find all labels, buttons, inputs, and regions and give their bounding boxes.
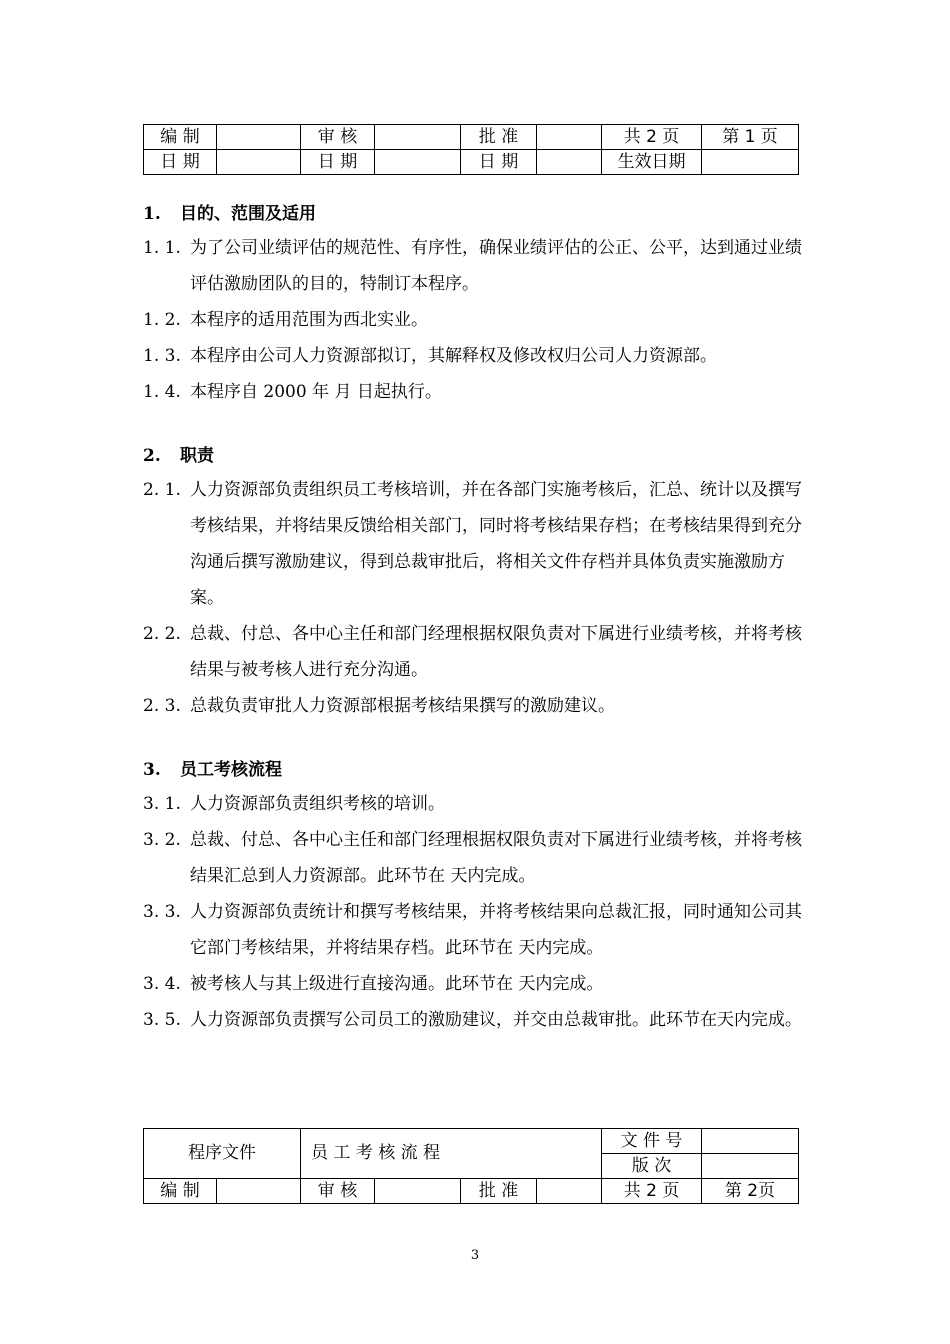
item-number: 3. 3. [143, 902, 181, 922]
item-text: 人力资源部负责统计和撰写考核结果，并将考核结果向总裁汇报，同时通知公司其它部门考核结果，并将结果存档。此环节在 天内完成。 [190, 902, 802, 958]
reviewed-by-value [375, 125, 461, 150]
list-item [143, 338, 813, 374]
section-heading [143, 440, 813, 472]
header-row-approval [144, 125, 799, 150]
item-number: 1. 4. [143, 382, 181, 402]
approved-by-label: 批 准 [461, 125, 537, 150]
section-number: 3. [143, 760, 161, 780]
compiled-by-label: 编 制 [144, 125, 217, 150]
document-body [143, 198, 813, 1038]
reviewed-by-value [375, 1179, 461, 1204]
section-spacer [143, 410, 813, 440]
item-number: 3. 5. [143, 1010, 181, 1030]
item-text: 总裁、付总、各中心主任和部门经理根据权限负责对下属进行业绩考核，并将考核结果汇总到人力资源部。此环节在 天内完成。 [190, 830, 802, 886]
compiled-date-value [217, 150, 301, 175]
list-item [143, 822, 813, 894]
list-item [143, 616, 813, 688]
approved-by-value [537, 1179, 602, 1204]
list-item [143, 894, 813, 966]
footer-row-approval [144, 1179, 799, 1204]
list-item [143, 786, 813, 822]
item-text: 为了公司业绩评估的规范性、有序性，确保业绩评估的公正、公平，达到通过业绩评估激励团队的目的，特制订本程序。 [190, 238, 802, 294]
doc-type-cell: 程序文件 [144, 1129, 301, 1179]
compiled-date-label: 日 期 [144, 150, 217, 175]
approved-date-label: 日 期 [461, 150, 537, 175]
list-item [143, 472, 813, 616]
version-label: 版 次 [602, 1154, 702, 1179]
approved-by-value [537, 125, 602, 150]
approved-date-value [537, 150, 602, 175]
item-number: 3. 1. [143, 794, 181, 814]
item-number: 2. 3. [143, 696, 181, 716]
approved-by-label: 批 准 [461, 1179, 537, 1204]
header-table [143, 124, 799, 175]
section-spacer [143, 724, 813, 754]
item-text: 本程序的适用范围为西北实业。 [190, 310, 428, 330]
compiled-by-value [217, 125, 301, 150]
item-text: 人力资源部负责组织考核的培训。 [190, 794, 445, 814]
current-page: 第 1 页 [702, 125, 799, 150]
version-value [702, 1154, 799, 1179]
list-item [143, 230, 813, 302]
item-number: 1. 1. [143, 238, 181, 258]
reviewed-date-value [375, 150, 461, 175]
item-number: 2. 1. [143, 480, 181, 500]
total-pages: 共 2 页 [602, 1179, 702, 1204]
reviewed-by-label: 审 核 [301, 1179, 375, 1204]
section-heading [143, 754, 813, 786]
item-number: 3. 2. [143, 830, 181, 850]
section-heading [143, 198, 813, 230]
footer-table [143, 1128, 799, 1204]
item-text: 本程序自 2000 年 月 日起执行。 [190, 382, 442, 402]
section-title: 员工考核流程 [180, 760, 282, 780]
file-number-value [702, 1129, 799, 1154]
compiled-by-label: 编 制 [144, 1179, 217, 1204]
total-pages: 共 2 页 [602, 125, 702, 150]
list-item [143, 966, 813, 1002]
doc-title-cell: 员 工 考 核 流 程 [301, 1129, 602, 1179]
item-number: 1. 3. [143, 346, 181, 366]
item-text: 被考核人与其上级进行直接沟通。此环节在 天内完成。 [190, 974, 604, 994]
item-number: 3. 4. [143, 974, 181, 994]
item-text: 人力资源部负责组织员工考核培训，并在各部门实施考核后，汇总、统计以及撰写考核结果，并将结果反馈给相关部门，同时将考核结果存档；在考核结果得到充分沟通后撰写激励建议，得到总裁审批后，将相关文件存档并具体负责实施激励方案。 [190, 480, 802, 608]
file-number-label: 文 件 号 [602, 1129, 702, 1154]
header-row-dates [144, 150, 799, 175]
item-number: 1. 2. [143, 310, 181, 330]
item-text: 总裁负责审批人力资源部根据考核结果撰写的激励建议。 [190, 696, 615, 716]
reviewed-date-label: 日 期 [301, 150, 375, 175]
item-text: 总裁、付总、各中心主任和部门经理根据权限负责对下属进行业绩考核，并将考核结果与被考核人进行充分沟通。 [190, 624, 802, 680]
list-item [143, 688, 813, 724]
item-number: 2. 2. [143, 624, 181, 644]
effective-date-label: 生效日期 [602, 150, 702, 175]
section-number: 1. [143, 204, 161, 224]
compiled-by-value [217, 1179, 301, 1204]
list-item [143, 374, 813, 410]
effective-date-value [702, 150, 799, 175]
item-text: 本程序由公司人力资源部拟订，其解释权及修改权归公司人力资源部。 [190, 346, 717, 366]
section-number: 2. [143, 446, 161, 466]
current-page: 第 2页 [702, 1179, 799, 1204]
section-title: 职责 [180, 446, 214, 466]
section-title: 目的、范围及适用 [180, 204, 316, 224]
item-text: 人力资源部负责撰写公司员工的激励建议，并交由总裁审批。此环节在天内完成。 [190, 1010, 802, 1030]
reviewed-by-label: 审 核 [301, 125, 375, 150]
list-item [143, 1002, 813, 1038]
page-number: 3 [470, 1248, 480, 1263]
list-item [143, 302, 813, 338]
